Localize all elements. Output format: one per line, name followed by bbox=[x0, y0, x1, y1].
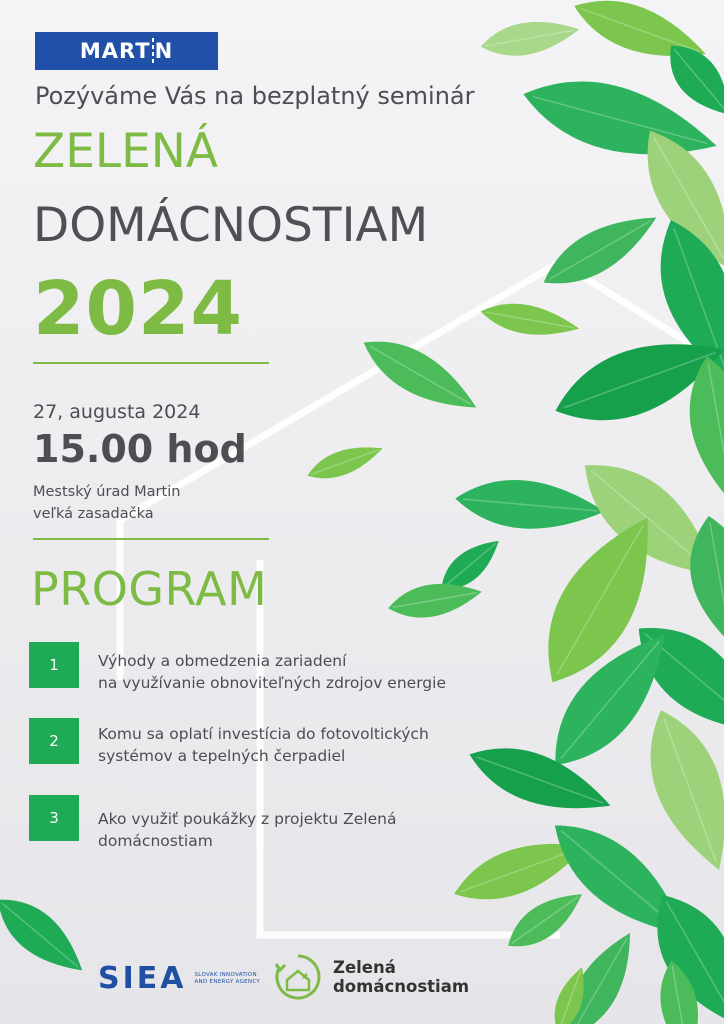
program-number-3: 3 bbox=[29, 795, 79, 841]
leaf-icon bbox=[354, 325, 487, 425]
leaf-icon bbox=[534, 200, 667, 300]
program-item-1-line2: na využívanie obnoviteľných zdrojov energie bbox=[98, 674, 446, 692]
leaf-icon bbox=[631, 699, 724, 881]
leaf-icon bbox=[385, 576, 484, 624]
siea-subtitle: SLOVAK INNOVATION AND ENERGY AGENCY bbox=[194, 972, 261, 985]
event-time: 15.00 hod bbox=[33, 427, 247, 471]
title-year: 2024 bbox=[33, 266, 243, 352]
title-line1: ZELENÁ bbox=[33, 124, 219, 179]
project-name-line1: Zelená bbox=[333, 958, 396, 977]
house-recycle-icon bbox=[273, 952, 323, 1002]
program-item-1-line1: Výhody a obmedzenia zariadení bbox=[98, 652, 347, 670]
program-item-2 bbox=[98, 723, 498, 767]
siea-logo bbox=[98, 961, 264, 996]
project-name bbox=[333, 958, 469, 996]
program-number-1: 1 bbox=[29, 642, 79, 688]
leaf-icon bbox=[453, 475, 607, 536]
leaf-icon bbox=[303, 437, 386, 487]
event-room: veľká zasadačka bbox=[33, 506, 154, 522]
title-line2: DOMÁCNOSTIAM bbox=[33, 198, 429, 253]
event-date: 27, augusta 2024 bbox=[33, 401, 201, 423]
program-item-3 bbox=[98, 808, 498, 852]
program-heading: PROGRAM bbox=[31, 562, 268, 616]
program-item-2-line1: Komu sa oplatí investícia do fotovoltických bbox=[98, 725, 429, 743]
leaf-icon bbox=[0, 884, 95, 985]
program-item-3-line1: Ako využiť poukážky z projektu Zelená domácnostiam bbox=[98, 810, 397, 850]
project-name-line2: domácnostiam bbox=[333, 977, 470, 996]
leaf-icon bbox=[478, 14, 582, 63]
siea-wordmark: SIEA bbox=[98, 961, 187, 996]
martin-logo: MART N bbox=[35, 32, 218, 70]
invitation-text: Pozýváme Vás na bezplatný seminár bbox=[35, 82, 475, 110]
program-item-1 bbox=[98, 650, 498, 694]
logo-divider bbox=[152, 38, 154, 64]
leaf-icon bbox=[478, 297, 581, 343]
program-item-2-line2: systémov a tepelných čerpadiel bbox=[98, 747, 346, 765]
zelena-domacnostiam-logo bbox=[273, 952, 469, 1002]
divider-top bbox=[33, 362, 269, 364]
event-place: Mestský úrad Martin bbox=[33, 484, 181, 500]
program-number-2: 2 bbox=[29, 718, 79, 764]
divider-middle bbox=[33, 538, 269, 540]
